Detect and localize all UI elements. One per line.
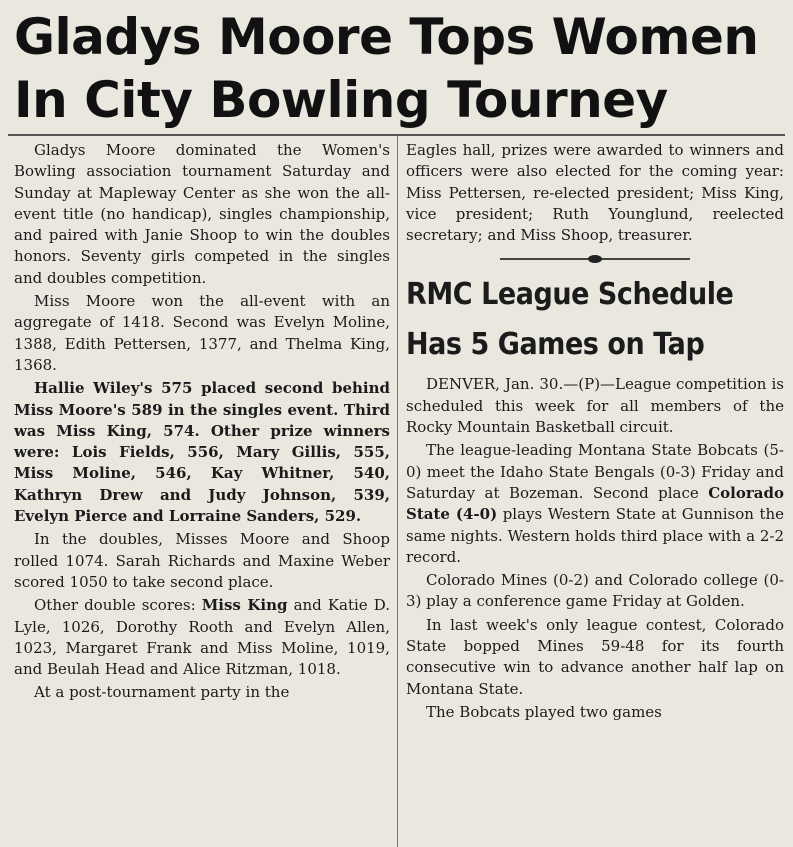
- paragraph: At a post-tournament party in the: [34, 683, 290, 702]
- subheadline-line-1: RMC League Schedule: [406, 277, 734, 313]
- paragraph: In the doubles, Misses Moore and Shoop rolled 1074. Sarah Richards and Maxine Weber scored 1050 to take second place.: [14, 530, 390, 591]
- text-span-bold: Colorado State (4-0): [406, 483, 784, 524]
- right-column: [406, 140, 784, 723]
- text-span: plays Western State at Gunnison the same nights. Western holds third place with a 2-2 record.: [406, 505, 785, 566]
- subheadline-line-2: Has 5 Games on Tap: [406, 327, 705, 363]
- paragraph: Miss Moore won the all-event with an aggregate of 1418. Second was Evelyn Moline, 1388, Edith Pettersen, 1377, and Thelma King, 1368.: [14, 292, 390, 374]
- text-span: The league-leading Montana State Bobcats (5-0) meet the Idaho State Bengals (0-3) Friday and Saturday at Bozeman. Second place: [406, 441, 784, 502]
- paragraph-bold: Hallie Wiley's 575 placed second behind Miss Moore's 589 in the singles event. Third was Miss King, 574. Other prize winners were: Lois Fields, 556, Mary Gillis, 555, Miss Moline, 546, Kay Whitner, 540, Kathryn Drew and Judy Johnson, 539, Evelyn Pierce and Lorraine Sanders, 529.: [14, 379, 390, 526]
- paragraph: The Bobcats played two games: [426, 702, 662, 721]
- text-span: Other double scores:: [34, 596, 202, 615]
- headline-line-2: In City Bowling Tourney: [14, 71, 668, 129]
- paragraph: Gladys Moore dominated the Women's Bowling association tournament Saturday and Sunday at Mapleway Center as she won the all-event title (no handicap), singles championship, and paired with Janie Shoop to win the doubles honors. Seventy girls competed in the singles and doubles competition.: [14, 141, 390, 287]
- subheadline: [406, 270, 746, 370]
- headline: [14, 6, 784, 132]
- headline-line-1: Gladys Moore Tops Women: [14, 8, 759, 66]
- paragraph: Eagles hall, prizes were awarded to winners and officers were also elected for the coming year: Miss Pettersen, re-elected president; Miss King, vice president; Ruth Younglund, reelected secretary; and Miss Shoop, treasurer.: [406, 141, 784, 245]
- paragraph: [14, 595, 390, 680]
- text-span: and Katie D. Lyle, 1026, Dorothy Rooth and Evelyn Allen, 1023, Margaret Frank and Miss Moline, 1019, and Beulah Head and Alice Ritzman, 1018.: [14, 596, 390, 679]
- divider-ornament: [588, 255, 602, 263]
- text-span-bold: Miss King: [201, 596, 288, 615]
- paragraph: In last week's only league contest, Colorado State bopped Mines 59-48 for its fourth consecutive win to advance another half lap on Montana State.: [406, 615, 784, 698]
- left-column: [14, 140, 390, 704]
- paragraph: [406, 440, 784, 568]
- paragraph: Colorado Mines (0-2) and Colorado college (0-3) play a conference game Friday at Golden.: [406, 571, 784, 611]
- paragraph: DENVER, Jan. 30.—(P)—League competition is scheduled this week for all members of the Rocky Mountain Basketball circuit.: [406, 375, 784, 437]
- column-divider: [397, 136, 398, 847]
- section-divider: [500, 258, 690, 260]
